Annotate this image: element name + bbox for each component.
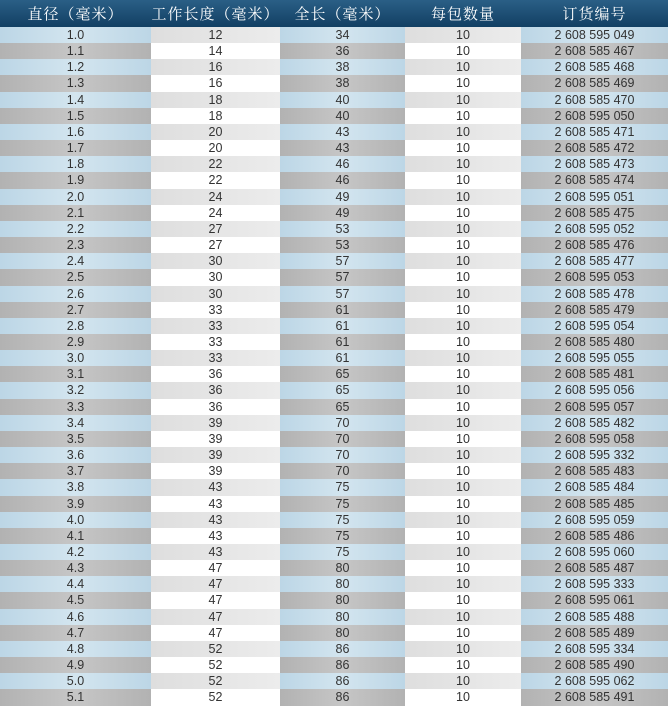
cell-working-length: 43 [151,544,280,560]
cell-order-number: 2 608 585 485 [521,496,668,512]
cell-working-length: 33 [151,302,280,318]
cell-pack-quantity: 10 [405,366,521,382]
cell-working-length: 33 [151,350,280,366]
cell-order-number: 2 608 585 474 [521,172,668,188]
cell-total-length: 34 [280,27,405,43]
cell-pack-quantity: 10 [405,237,521,253]
cell-total-length: 70 [280,415,405,431]
cell-diameter: 3.0 [0,350,151,366]
cell-working-length: 16 [151,59,280,75]
cell-total-length: 80 [280,592,405,608]
cell-diameter: 3.8 [0,479,151,495]
header-working-length: 工作长度（毫米） [151,0,280,27]
cell-order-number: 2 608 595 055 [521,350,668,366]
cell-working-length: 43 [151,496,280,512]
cell-total-length: 75 [280,512,405,528]
cell-total-length: 86 [280,641,405,657]
cell-order-number: 2 608 585 486 [521,528,668,544]
cell-total-length: 70 [280,447,405,463]
cell-diameter: 1.5 [0,108,151,124]
cell-pack-quantity: 10 [405,205,521,221]
cell-diameter: 2.8 [0,318,151,334]
cell-total-length: 40 [280,92,405,108]
cell-pack-quantity: 10 [405,592,521,608]
cell-pack-quantity: 10 [405,576,521,592]
cell-pack-quantity: 10 [405,334,521,350]
cell-pack-quantity: 10 [405,302,521,318]
cell-working-length: 43 [151,479,280,495]
cell-total-length: 65 [280,382,405,398]
cell-total-length: 38 [280,59,405,75]
cell-working-length: 39 [151,463,280,479]
cell-pack-quantity: 10 [405,399,521,415]
cell-order-number: 2 608 595 057 [521,399,668,415]
cell-diameter: 2.1 [0,205,151,221]
cell-pack-quantity: 10 [405,382,521,398]
cell-diameter: 5.1 [0,689,151,705]
cell-order-number: 2 608 585 479 [521,302,668,318]
cell-diameter: 1.3 [0,75,151,91]
cell-order-number: 2 608 595 062 [521,673,668,689]
cell-order-number: 2 608 585 467 [521,43,668,59]
cell-total-length: 86 [280,673,405,689]
cell-total-length: 70 [280,431,405,447]
cell-diameter: 1.7 [0,140,151,156]
cell-order-number: 2 608 585 477 [521,253,668,269]
cell-pack-quantity: 10 [405,641,521,657]
cell-pack-quantity: 10 [405,431,521,447]
cell-diameter: 4.2 [0,544,151,560]
cell-total-length: 80 [280,625,405,641]
cell-pack-quantity: 10 [405,124,521,140]
cell-diameter: 2.7 [0,302,151,318]
cell-diameter: 4.6 [0,609,151,625]
cell-pack-quantity: 10 [405,221,521,237]
cell-pack-quantity: 10 [405,625,521,641]
cell-working-length: 33 [151,318,280,334]
cell-total-length: 65 [280,366,405,382]
cell-total-length: 57 [280,253,405,269]
cell-diameter: 2.0 [0,189,151,205]
cell-order-number: 2 608 585 480 [521,334,668,350]
cell-order-number: 2 608 585 481 [521,366,668,382]
cell-pack-quantity: 10 [405,59,521,75]
cell-total-length: 49 [280,189,405,205]
cell-pack-quantity: 10 [405,75,521,91]
cell-working-length: 20 [151,140,280,156]
cell-total-length: 61 [280,350,405,366]
cell-diameter: 2.4 [0,253,151,269]
cell-total-length: 43 [280,124,405,140]
cell-pack-quantity: 10 [405,673,521,689]
cell-working-length: 52 [151,673,280,689]
cell-working-length: 30 [151,269,280,285]
cell-pack-quantity: 10 [405,156,521,172]
cell-total-length: 57 [280,269,405,285]
cell-order-number: 2 608 585 487 [521,560,668,576]
cell-order-number: 2 608 585 482 [521,415,668,431]
cell-total-length: 75 [280,479,405,495]
cell-pack-quantity: 10 [405,689,521,705]
cell-working-length: 36 [151,399,280,415]
cell-diameter: 4.1 [0,528,151,544]
cell-pack-quantity: 10 [405,43,521,59]
cell-diameter: 4.8 [0,641,151,657]
cell-total-length: 57 [280,286,405,302]
cell-diameter: 5.0 [0,673,151,689]
cell-total-length: 61 [280,302,405,318]
cell-diameter: 4.4 [0,576,151,592]
cell-order-number: 2 608 585 483 [521,463,668,479]
cell-pack-quantity: 10 [405,544,521,560]
cell-order-number: 2 608 595 054 [521,318,668,334]
cell-working-length: 18 [151,92,280,108]
cell-total-length: 80 [280,576,405,592]
cell-total-length: 75 [280,496,405,512]
cell-diameter: 3.3 [0,399,151,415]
cell-order-number: 2 608 595 059 [521,512,668,528]
cell-diameter: 1.4 [0,92,151,108]
cell-order-number: 2 608 585 469 [521,75,668,91]
cell-diameter: 2.2 [0,221,151,237]
cell-diameter: 4.3 [0,560,151,576]
cell-pack-quantity: 10 [405,140,521,156]
cell-working-length: 12 [151,27,280,43]
cell-diameter: 1.1 [0,43,151,59]
cell-working-length: 47 [151,625,280,641]
cell-order-number: 2 608 585 470 [521,92,668,108]
cell-order-number: 2 608 595 051 [521,189,668,205]
cell-order-number: 2 608 585 484 [521,479,668,495]
cell-diameter: 3.2 [0,382,151,398]
cell-pack-quantity: 10 [405,108,521,124]
cell-working-length: 47 [151,609,280,625]
cell-pack-quantity: 10 [405,560,521,576]
cell-working-length: 36 [151,366,280,382]
cell-order-number: 2 608 595 056 [521,382,668,398]
cell-pack-quantity: 10 [405,512,521,528]
cell-total-length: 65 [280,399,405,415]
cell-working-length: 30 [151,286,280,302]
cell-working-length: 18 [151,108,280,124]
cell-working-length: 33 [151,334,280,350]
cell-order-number: 2 608 595 334 [521,641,668,657]
cell-total-length: 86 [280,689,405,705]
header-total-length: 全长（毫米） [280,0,405,27]
cell-order-number: 2 608 585 476 [521,237,668,253]
cell-working-length: 43 [151,512,280,528]
cell-diameter: 1.0 [0,27,151,43]
cell-working-length: 52 [151,657,280,673]
cell-working-length: 16 [151,75,280,91]
cell-working-length: 22 [151,172,280,188]
cell-pack-quantity: 10 [405,27,521,43]
cell-diameter: 4.9 [0,657,151,673]
cell-total-length: 43 [280,140,405,156]
cell-pack-quantity: 10 [405,528,521,544]
cell-total-length: 86 [280,657,405,673]
cell-diameter: 1.8 [0,156,151,172]
cell-pack-quantity: 10 [405,657,521,673]
cell-diameter: 3.6 [0,447,151,463]
header-diameter: 直径（毫米） [0,0,151,27]
cell-working-length: 43 [151,528,280,544]
cell-pack-quantity: 10 [405,318,521,334]
cell-order-number: 2 608 585 471 [521,124,668,140]
cell-pack-quantity: 10 [405,172,521,188]
cell-order-number: 2 608 595 058 [521,431,668,447]
cell-working-length: 24 [151,205,280,221]
cell-pack-quantity: 10 [405,463,521,479]
cell-order-number: 2 608 585 468 [521,59,668,75]
header-order-number: 订货编号 [521,0,668,27]
cell-order-number: 2 608 585 491 [521,689,668,705]
cell-diameter: 3.9 [0,496,151,512]
cell-diameter: 3.7 [0,463,151,479]
cell-working-length: 39 [151,415,280,431]
cell-diameter: 3.1 [0,366,151,382]
cell-diameter: 2.6 [0,286,151,302]
cell-order-number: 2 608 595 049 [521,27,668,43]
cell-order-number: 2 608 585 490 [521,657,668,673]
cell-working-length: 47 [151,576,280,592]
cell-pack-quantity: 10 [405,415,521,431]
cell-pack-quantity: 10 [405,286,521,302]
cell-pack-quantity: 10 [405,253,521,269]
cell-total-length: 46 [280,156,405,172]
cell-order-number: 2 608 595 060 [521,544,668,560]
cell-total-length: 53 [280,237,405,253]
cell-pack-quantity: 10 [405,479,521,495]
cell-pack-quantity: 10 [405,92,521,108]
cell-total-length: 80 [280,609,405,625]
cell-total-length: 61 [280,334,405,350]
cell-diameter: 1.6 [0,124,151,140]
cell-order-number: 2 608 585 472 [521,140,668,156]
cell-working-length: 47 [151,592,280,608]
cell-total-length: 75 [280,528,405,544]
cell-total-length: 40 [280,108,405,124]
cell-working-length: 27 [151,221,280,237]
cell-total-length: 38 [280,75,405,91]
cell-diameter: 2.9 [0,334,151,350]
cell-working-length: 24 [151,189,280,205]
cell-working-length: 39 [151,447,280,463]
cell-order-number: 2 608 595 053 [521,269,668,285]
cell-order-number: 2 608 585 489 [521,625,668,641]
cell-total-length: 53 [280,221,405,237]
cell-order-number: 2 608 595 333 [521,576,668,592]
cell-total-length: 80 [280,560,405,576]
cell-total-length: 46 [280,172,405,188]
cell-working-length: 20 [151,124,280,140]
cell-pack-quantity: 10 [405,447,521,463]
cell-working-length: 22 [151,156,280,172]
cell-order-number: 2 608 595 050 [521,108,668,124]
cell-working-length: 30 [151,253,280,269]
cell-pack-quantity: 10 [405,496,521,512]
cell-pack-quantity: 10 [405,350,521,366]
cell-diameter: 3.5 [0,431,151,447]
cell-working-length: 47 [151,560,280,576]
cell-diameter: 3.4 [0,415,151,431]
cell-diameter: 1.2 [0,59,151,75]
cell-pack-quantity: 10 [405,609,521,625]
cell-total-length: 49 [280,205,405,221]
cell-diameter: 2.5 [0,269,151,285]
cell-diameter: 4.5 [0,592,151,608]
cell-order-number: 2 608 595 061 [521,592,668,608]
cell-working-length: 36 [151,382,280,398]
cell-working-length: 52 [151,689,280,705]
cell-order-number: 2 608 585 473 [521,156,668,172]
cell-total-length: 75 [280,544,405,560]
cell-order-number: 2 608 585 488 [521,609,668,625]
cell-order-number: 2 608 595 332 [521,447,668,463]
cell-working-length: 14 [151,43,280,59]
cell-working-length: 39 [151,431,280,447]
cell-order-number: 2 608 585 478 [521,286,668,302]
cell-diameter: 2.3 [0,237,151,253]
cell-diameter: 1.9 [0,172,151,188]
cell-working-length: 52 [151,641,280,657]
cell-order-number: 2 608 595 052 [521,221,668,237]
cell-diameter: 4.7 [0,625,151,641]
cell-order-number: 2 608 585 475 [521,205,668,221]
cell-total-length: 70 [280,463,405,479]
header-pack-quantity: 每包数量 [405,0,521,27]
cell-total-length: 61 [280,318,405,334]
cell-pack-quantity: 10 [405,189,521,205]
cell-pack-quantity: 10 [405,269,521,285]
cell-diameter: 4.0 [0,512,151,528]
cell-working-length: 27 [151,237,280,253]
cell-total-length: 36 [280,43,405,59]
